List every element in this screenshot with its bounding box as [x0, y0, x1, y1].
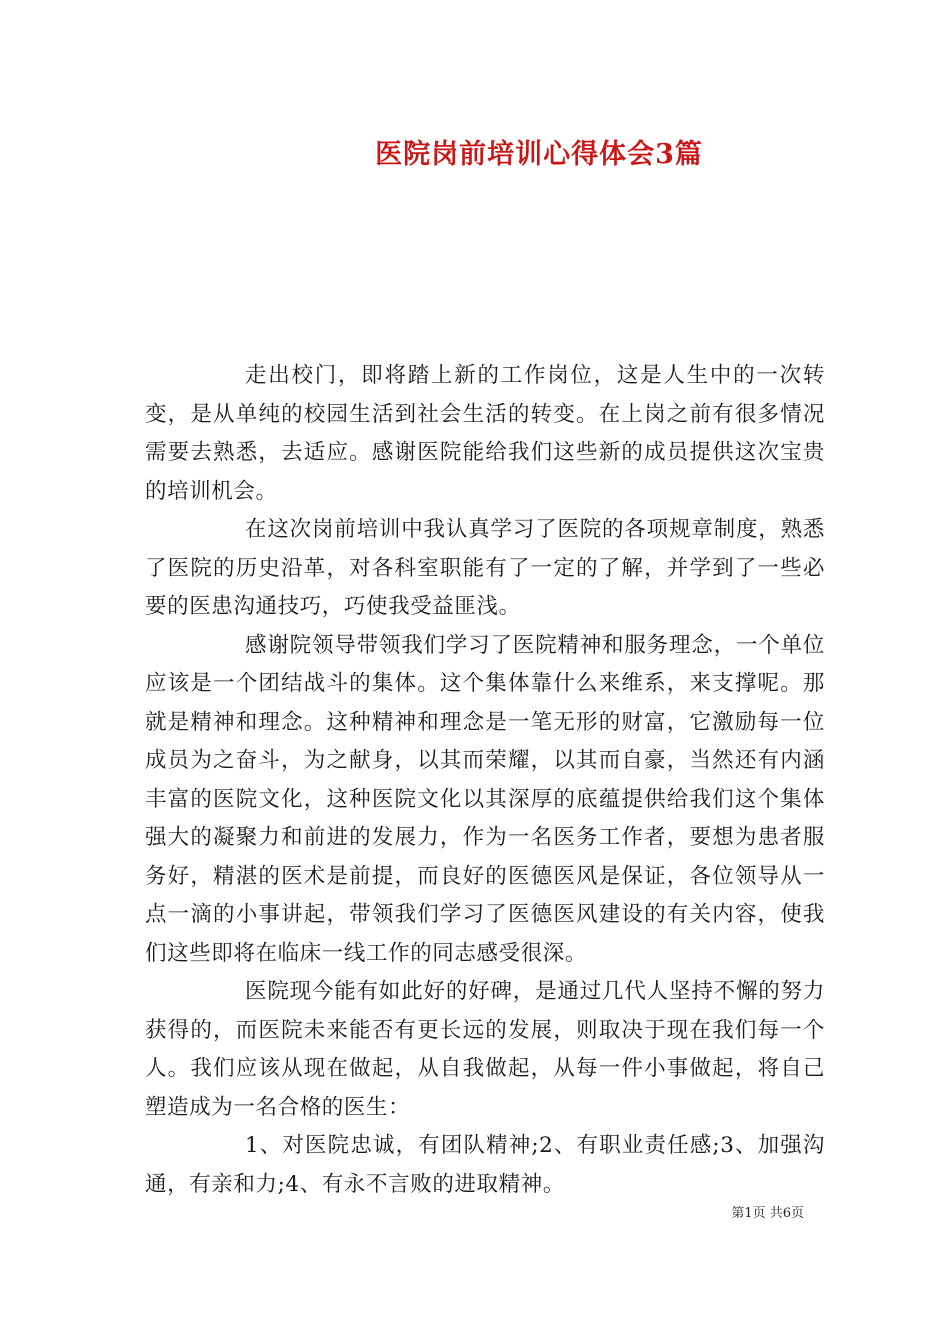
paragraph-4: 医院现今能有如此好的好碑，是通过几代人坚持不懈的努力获得的，而医院未来能否有更长远的发展，则取决于现在我们每一个人。我们应该从现在做起，从自我做起，从每一件小事做起，将自己塑造成为一名合格的医生：: [145, 979, 825, 1120]
page-number: 第1页 共6页: [731, 1206, 804, 1221]
paragraph-1: 走出校门，即将踏上新的工作岗位，这是人生中的一次转变，是从单纯的校园生活到社会生活的转变。在上岗之前有很多情况需要去熟悉，去适应。感谢医院能给我们这些新的成员提供这次宝贵的培训机会。: [145, 363, 825, 504]
paragraph-5: 1、对医院忠诚，有团队精神;2、有职业责任感;3、加强沟通，有亲和力;4、有永不言败的进取精神。: [145, 1133, 825, 1197]
paragraph-2: 在这次岗前培训中我认真学习了医院的各项规章制度，熟悉了医院的历史沿革，对各科室职能有了一定的了解，并学到了一些必要的医患沟通技巧，巧使我受益匪浅。: [145, 517, 825, 619]
document-body: [145, 357, 825, 1204]
paragraph-3: 感谢院领导带领我们学习了医院精神和服务理念，一个单位应该是一个团结战斗的集体。这个集体靠什么来维系，来支撑呢。那就是精神和理念。这种精神和理念是一笔无形的财富，它激励每一位成员为之奋斗，为之献身，以其而荣耀，以其而自豪，当然还有内涵丰富的医院文化，这种医院文化以其深厚的底蕴提供给我们这个集体强大的凝聚力和前进的发展力，作为一名医务工作者，要想为患者服务好，精湛的医术是前提，而良好的医德医风是保证，各位领导从一点一滴的小事讲起，带领我们学习了医德医风建设的有关内容，使我们这些即将在临床一线工作的同志感受很深。: [145, 632, 825, 966]
document-title: 医院岗前培训心得体会3篇: [375, 139, 703, 170]
